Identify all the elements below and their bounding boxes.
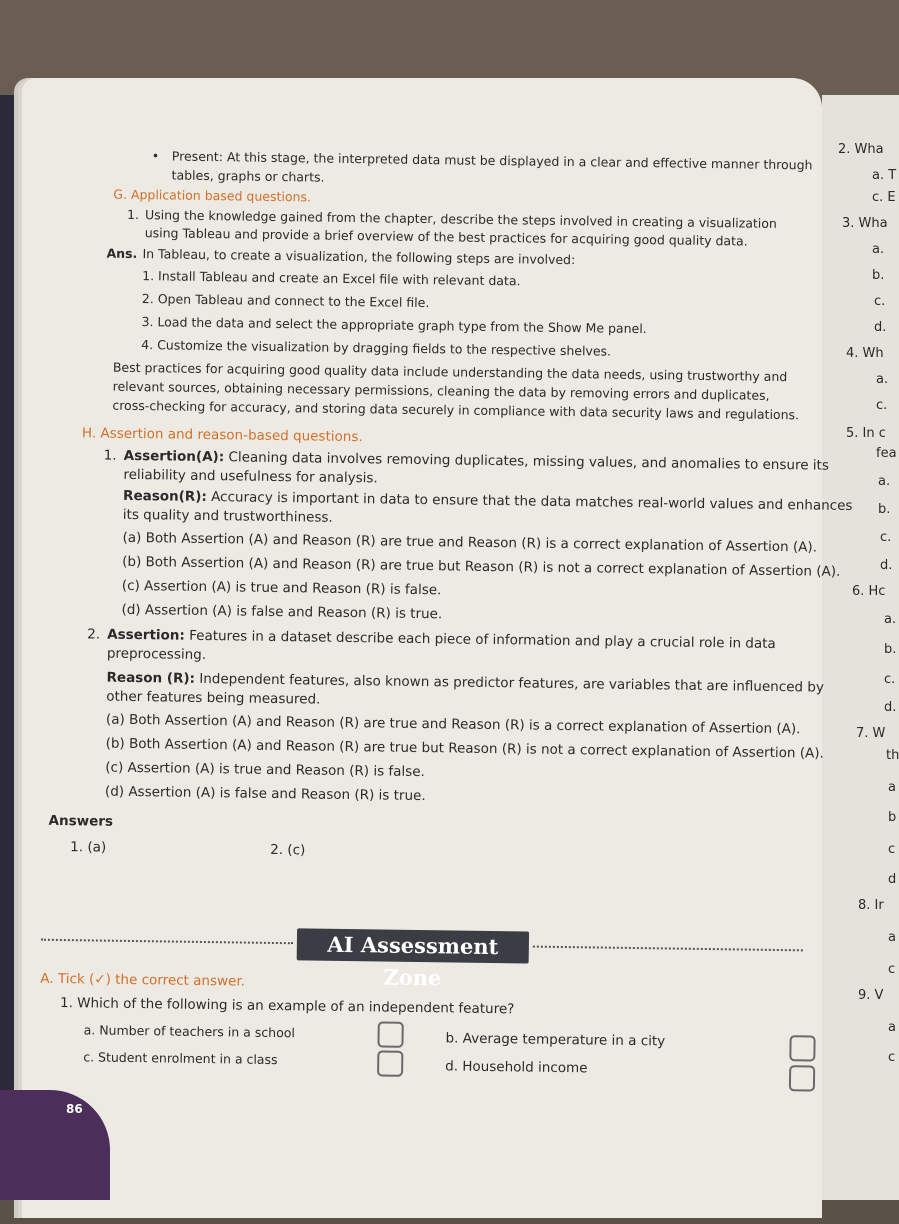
answer-2: 2. (c) — [270, 841, 306, 859]
right-page-line: c. — [874, 294, 886, 309]
right-page-line: b. — [884, 642, 897, 657]
h-q2-assertion-line-1 — [107, 627, 776, 652]
right-page-line: a — [888, 780, 896, 795]
right-page-line: c — [888, 842, 896, 857]
right-page-line: c. E — [872, 190, 896, 205]
h-q2-number: 2. — [87, 626, 101, 643]
ans-label: Ans. — [106, 245, 138, 261]
right-page-line: b. — [878, 502, 891, 517]
page-number: 86 — [66, 1102, 83, 1116]
assessment-option-d: d. Household income — [445, 1058, 588, 1077]
h-q1-number: 1. — [103, 447, 117, 464]
right-page-line: c — [888, 1050, 896, 1065]
right-page-line: 2. Wha — [838, 142, 884, 157]
right-page-line: a. T — [872, 168, 897, 183]
option-a-checkbox[interactable] — [377, 1021, 403, 1047]
h-q1-option-a: (a) Both Assertion (A) and Reason (R) are true and Reason (R) is a correct explanation of Assertion (A). — [122, 529, 818, 556]
h-q1-reason-label: Reason(R): — [123, 487, 207, 505]
ans-intro: In Tableau, to create a visualization, the following steps are involved: — [142, 246, 576, 268]
right-page-line: 4. Wh — [846, 346, 884, 361]
best-practices-line-2: relevant sources, obtaining necessary permissions, cleaning the data by removing errors and duplicates, — [112, 378, 770, 403]
h-q1-option-b: (b) Both Assertion (A) and Reason (R) are true but Reason (R) is not a correct explanation of Assertion (A). — [122, 553, 841, 580]
right-page-line: 6. Hc — [852, 584, 886, 599]
right-page-line: c — [888, 962, 896, 977]
h-q2-reason-line-2: other features being measured. — [106, 688, 321, 708]
right-page-line: c. — [876, 398, 888, 413]
right-page-line: a. — [876, 372, 889, 387]
h-q2-option-c: (c) Assertion (A) is true and Reason (R) is false. — [105, 759, 425, 781]
right-page-line: b. — [872, 268, 885, 283]
option-c-checkbox[interactable] — [377, 1050, 403, 1076]
h-q2-reason-label: Reason (R): — [106, 669, 196, 687]
h-q2-assertion-text: Features in a dataset describe each piece of information and play a crucial role in data — [184, 627, 776, 652]
option-d-checkbox[interactable] — [789, 1065, 815, 1091]
h-q1-assertion-text: Cleaning data involves removing duplicates, missing values, and anomalies to ensure its — [224, 449, 830, 474]
right-page-line: c. — [884, 672, 896, 687]
book-page — [22, 78, 853, 1218]
h-q2-assertion-line-2: preprocessing. — [106, 645, 207, 663]
step-1: 1. Install Tableau and create an Excel file with relevant data. — [142, 268, 521, 289]
answer-1: 1. (a) — [70, 839, 107, 856]
answers-heading: Answers — [48, 812, 114, 830]
h-q1-reason-text: Accuracy is important in data to ensure that the data matches real-world values and enhances — [206, 488, 853, 515]
right-page-line: d. — [880, 558, 893, 573]
assessment-q1: 1. Which of the following is an example of an independent feature? — [59, 994, 515, 1018]
section-h-heading: H. Assertion and reason-based questions. — [81, 425, 363, 446]
g-q1-number: 1. — [126, 206, 140, 223]
h-q2-option-d: (d) Assertion (A) is false and Reason (R) is true. — [104, 783, 426, 805]
right-page-line: b — [888, 810, 897, 825]
right-page-line: 7. W — [856, 726, 886, 741]
right-page-line: a. — [872, 242, 885, 257]
present-bullet: • — [151, 148, 160, 164]
right-page-line: a. — [878, 474, 891, 489]
right-page-line: c. — [880, 530, 892, 545]
h-q1-assertion-line-2: reliability and usefulness for analysis. — [123, 466, 378, 487]
assessment-option-a: a. Number of teachers in a school — [83, 1022, 296, 1041]
step-3: 3. Load the data and select the appropriate graph type from the Show Me panel. — [141, 314, 647, 337]
best-practices-line-1: Best practices for acquiring good quality data include understanding the data needs, using trustworthy and — [112, 359, 788, 385]
step-2: 2. Open Tableau and connect to the Excel file. — [141, 291, 430, 311]
right-page-line: d. — [874, 320, 887, 335]
right-page-line: fea — [876, 446, 897, 461]
g-q1-line-2: using Tableau and provide a brief overview of the best practices for acquiring good quality data. — [144, 225, 748, 249]
h-q2-reason-text: Independent features, also known as predictor features, are variables that are influenced by — [194, 670, 825, 696]
right-page-line: a. — [884, 612, 897, 627]
right-page-line: d — [888, 872, 897, 887]
h-q1-option-d: (d) Assertion (A) is false and Reason (R) is true. — [121, 601, 443, 623]
section-g-heading: G. Application based questions. — [113, 186, 312, 205]
assessment-option-c: c. Student enrolment in a class — [83, 1049, 278, 1068]
assessment-section-a: A. Tick (✓) the correct answer. — [40, 970, 246, 990]
best-practices-line-3: cross-checking for accuracy, and storing data securely in compliance with data security laws and regulations. — [112, 397, 800, 423]
banner-dots-right — [533, 946, 803, 952]
banner-dots-left — [41, 939, 293, 945]
right-page-line: 9. V — [858, 988, 884, 1003]
right-page-line: a — [888, 930, 896, 945]
h-q1-assertion-label: Assertion(A): — [123, 447, 225, 466]
g-q1-line-1: Using the knowledge gained from the chapter, describe the steps involved in creating a visualization — [144, 207, 777, 231]
right-page-line: d. — [884, 700, 897, 715]
page-content — [13, 72, 853, 1223]
h-q2-assertion-label: Assertion: — [107, 626, 185, 644]
h-q2-option-b: (b) Both Assertion (A) and Reason (R) are true but Reason (R) is not a correct explanation of Assertion (A). — [105, 735, 824, 762]
right-page-line: 8. Ir — [858, 898, 884, 913]
right-page-line: th — [886, 748, 899, 763]
h-q1-option-c: (c) Assertion (A) is true and Reason (R) is false. — [121, 577, 442, 599]
h-q2-option-a: (a) Both Assertion (A) and Reason (R) are true and Reason (R) is a correct explanation of Assertion (A). — [105, 711, 801, 738]
h-q1-reason-line-2: its quality and trustworthiness. — [122, 506, 333, 526]
right-page-line: 5. In c — [846, 426, 886, 441]
present-line-2: tables, graphs or charts. — [171, 167, 325, 185]
present-line-1: Present: At this stage, the interpreted data must be displayed in a clear and effective manner through — [171, 148, 813, 173]
step-4: 4. Customize the visualization by dragging fields to the respective shelves. — [141, 337, 612, 359]
right-page-line: a — [888, 1020, 896, 1035]
assessment-banner: AI Assessment Zone — [297, 928, 529, 963]
option-b-checkbox[interactable] — [789, 1035, 815, 1061]
assessment-option-b: b. Average temperature in a city — [445, 1030, 666, 1050]
right-page-line: 3. Wha — [842, 216, 888, 231]
